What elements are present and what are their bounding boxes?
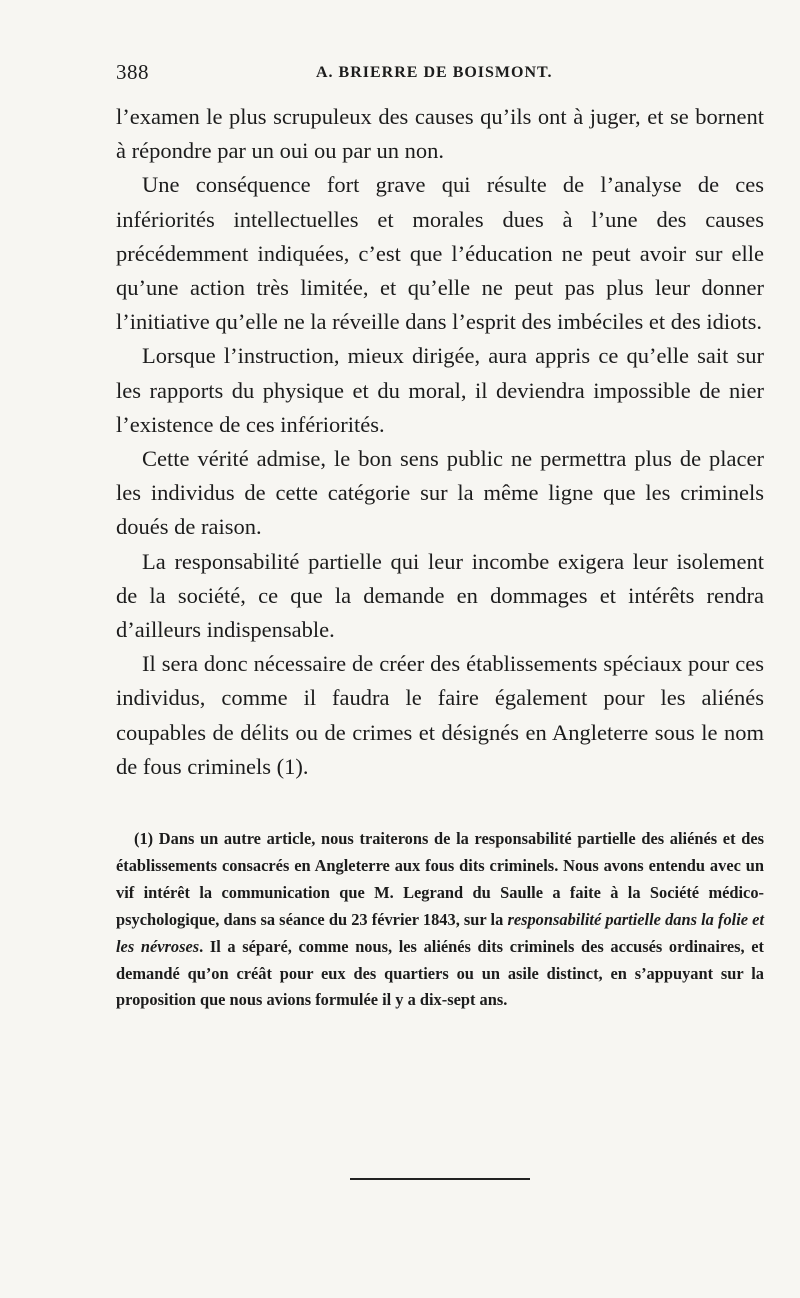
footnote <box>116 826 764 1014</box>
paragraph: Il sera donc nécessaire de créer des établissements spéciaux pour ces individus, comme il faudra le faire également pour les aliénés coupables de délits ou de crimes et désignés en Angleterre sous le nom de fous criminels (1). <box>116 651 764 779</box>
footnote-part2: . Il a séparé, comme nous, les aliénés dits criminels des accusés ordinaires, et demandé qu’on créât pour eux des quartiers ou un asile distinct, en s’appuyant sur la proposition que nous avions formulée il y a dix-sept ans. <box>116 936 765 1010</box>
page-number: 388 <box>116 60 149 84</box>
paragraph: Lorsque l’instruction, mieux dirigée, aura appris ce qu’elle sait sur les rapports du physique et du moral, il deviendra impossible de nier l’existence de ces infériorités. <box>116 343 764 437</box>
footnote-italic: responsabilité partielle dans la folie et les névroses <box>116 909 765 956</box>
end-rule <box>350 1178 530 1180</box>
paragraph: La responsabilité partielle qui leur incombe exigera leur isolement de la société, ce que la demande en dommages et intérêts rendra d’ailleurs indispensable. <box>116 548 764 643</box>
main-text <box>116 100 764 784</box>
paragraph-continuation: l’examen le plus scrupuleux des causes qu’ils ont à juger, et se bornent à répondre par un oui ou par un non. <box>116 104 764 164</box>
running-head: A. BRIERRE DE BOISMONT. <box>316 64 553 81</box>
footnote-part1: (1) Dans un autre article, nous traiterons de la responsabilité partielle des aliénés et des établissements consacrés en Angleterre aux fous dits criminels. Nous avons entendu avec un vif intérêt la communication que M. Legrand du Saulle a faite à la Société médico-psychologique, dans sa séance du 23 février 1843, sur la <box>116 829 764 929</box>
page-header <box>116 60 764 90</box>
paragraph: Cette vérité admise, le bon sens public ne permettra plus de placer les individus de cette catégorie sur la même ligne que les criminels doués de raison. <box>116 446 764 540</box>
footnote-text <box>116 826 764 1014</box>
paragraph: Une conséquence fort grave qui résulte de l’analyse de ces infériorités intellectuelles et morales dues à l’une des causes précédemment indiquées, c’est que l’éducation ne peut avoir sur elle qu’une action très limitée, et qu’elle ne peut pas plus leur donner l’initiative qu’elle ne la réveille dans l’esprit des imbéciles et des idiots. <box>116 172 764 335</box>
